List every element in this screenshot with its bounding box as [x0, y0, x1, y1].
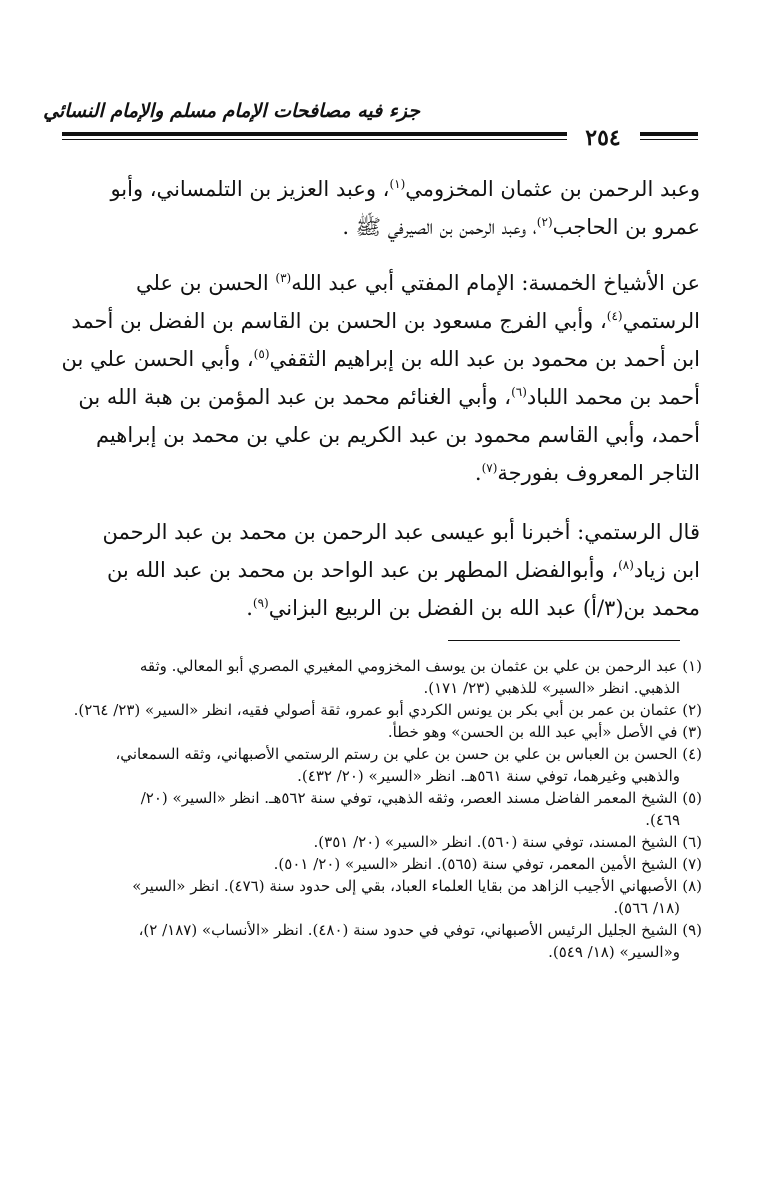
- footnote-ref: (٥): [253, 347, 270, 361]
- line-text: محمد بن(٣/أ) عبد الله بن الفضل بن الربيع البزاني: [268, 596, 700, 620]
- footnote-4-cont: والذهبي وغيرهما، توفي سنة ٥٦١هـ. انظر «السير» (٢٠/ ٤٣٢).: [297, 767, 680, 785]
- header-rule-right: [640, 132, 698, 136]
- text-line: [68, 208, 700, 246]
- footnote-ref: (٩): [252, 596, 269, 610]
- line-text: عن الأشياخ الخمسة: الإمام المفتي أبي عبد الله: [291, 271, 700, 295]
- footnote-5: (٥) الشيخ المعمر الفاضل مسند العصر، وثقه الذهبي، توفي سنة ٥٦٢هـ. انظر «السير» (٢٠/: [140, 789, 702, 807]
- header-rule-thin: [62, 139, 567, 140]
- line-text: ، وعبد العزيز بن التلمساني، وأبو: [110, 177, 390, 201]
- text-line: [68, 378, 700, 416]
- line-text: ، وأبي الفرج مسعود بن الحسن بن القاسم بن الفضل بن أحمد: [71, 309, 607, 333]
- line-text: الرستمي: [622, 309, 700, 333]
- footnote-9-cont: و«السير» (١٨/ ٥٤٩).: [548, 943, 680, 961]
- footnote-2: (٢) عثمان بن عمر بن أبي بكر بن يونس الكردي أبو عمرو، ثقة أصولي فقيه، انظر «السير» (٢٣/ ٢٦٤).: [73, 701, 702, 719]
- text-line: [68, 551, 700, 589]
- footnote-9: (٩) الشيخ الجليل الرئيس الأصبهاني، توفي في حدود سنة (٤٨٠). انظر «الأنساب» (١٨٧/ ٢)،: [138, 921, 702, 939]
- footnote-ref: (٣): [275, 271, 292, 285]
- footnote-1-cont: الذهبي. انظر «السير» للذهبي (٢٣/ ١٧١).: [423, 679, 680, 697]
- text-line: [68, 264, 700, 302]
- footnote-ref: (٢): [536, 215, 553, 229]
- line-text: ، وأبوالفضل المطهر بن عبد الواحد بن محمد بن عبد الله بن: [106, 558, 619, 582]
- line-text: أحمد، وأبي القاسم محمود بن عبد الكريم بن علي بن محمد بن إبراهيم: [95, 423, 700, 447]
- page-number: ٢٥٤: [585, 125, 621, 151]
- line-text: عمرو بن الحاجب: [552, 215, 700, 239]
- footnote-1: (١) عبد الرحمن بن علي بن عثمان بن يوسف المخزومي المغيري المصري أبو المعالي. وثقه: [139, 657, 702, 675]
- footnote-ref: (١): [389, 177, 406, 191]
- paragraph-2: [61, 264, 700, 492]
- line-text: وعبد الرحمن بن عثمان المخزومي: [405, 177, 700, 201]
- footnote-ref: (٨): [618, 558, 634, 572]
- footnote-7: (٧) الشيخ الأمين المعمر، توفي سنة (٥٦٥). انظر «السير» (٢٠/ ٥٠١).: [273, 855, 702, 873]
- line-text: ، وعبد الرحمن بن الصيرفي ﷺ .: [342, 215, 537, 239]
- footnote-3: (٣) في الأصل «أبي عبد الله بن الحسن» وهو خطأ.: [387, 723, 702, 741]
- line-text: أحمد بن محمد اللباد: [526, 385, 700, 409]
- footnote-4: (٤) الحسن بن العباس بن علي بن حسن بن علي بن رستم الرستمي الأصبهاني، وثقه السمعاني،: [115, 745, 702, 763]
- paragraph-1: [68, 170, 700, 246]
- line-text: ، وأبي الغنائم محمد بن عبد المؤمن بن هبة الله بن: [78, 385, 512, 409]
- text-line: [68, 513, 700, 551]
- footnote-8: (٨) الأصبهاني الأجيب الزاهد من بقايا العلماء العباد، بقي إلى حدود سنة (٤٧٦). انظر «السير»: [132, 877, 702, 895]
- line-text: .: [246, 596, 253, 620]
- footnote-ref: (٦): [511, 385, 527, 399]
- paragraph-3: [68, 513, 700, 627]
- footnote-6: (٦) الشيخ المسند، توفي سنة (٥٦٠). انظر «السير» (٢٠/ ٣٥١).: [313, 833, 702, 851]
- line-text: التاجر المعروف بفورجة: [497, 461, 700, 485]
- line-text: .: [474, 461, 482, 485]
- footnote-separator: [448, 640, 680, 641]
- text-line: [68, 589, 700, 627]
- line-text: ، وأبي الحسن علي بن: [61, 347, 254, 371]
- text-line: [61, 340, 700, 378]
- header-rule-right-thin: [640, 139, 698, 140]
- text-line: [68, 416, 700, 454]
- footnote-ref: (٧): [481, 461, 498, 475]
- footnote-ref: (٤): [606, 309, 623, 323]
- line-text: قال الرستمي: أخبرنا أبو عيسى عبد الرحمن بن محمد بن عبد الرحمن: [102, 520, 700, 544]
- running-header-title: جزء فيه مصافحات الإمام مسلم والإمام النسائي: [43, 100, 420, 122]
- footnotes: [62, 655, 702, 963]
- text-line: [68, 302, 700, 340]
- text-line: [68, 170, 700, 208]
- text-line: [68, 454, 700, 492]
- footnote-8-cont: (١٨/ ٥٦٦).: [613, 899, 680, 917]
- line-text: ابن أحمد بن محمود بن عبد الله بن إبراهيم الثقفي: [269, 347, 700, 371]
- line-text: الحسن بن علي: [136, 271, 276, 295]
- header-rule: [62, 132, 567, 136]
- line-text: ابن زياد: [633, 558, 700, 582]
- footnote-5-cont: ٤٦٩).: [645, 811, 680, 829]
